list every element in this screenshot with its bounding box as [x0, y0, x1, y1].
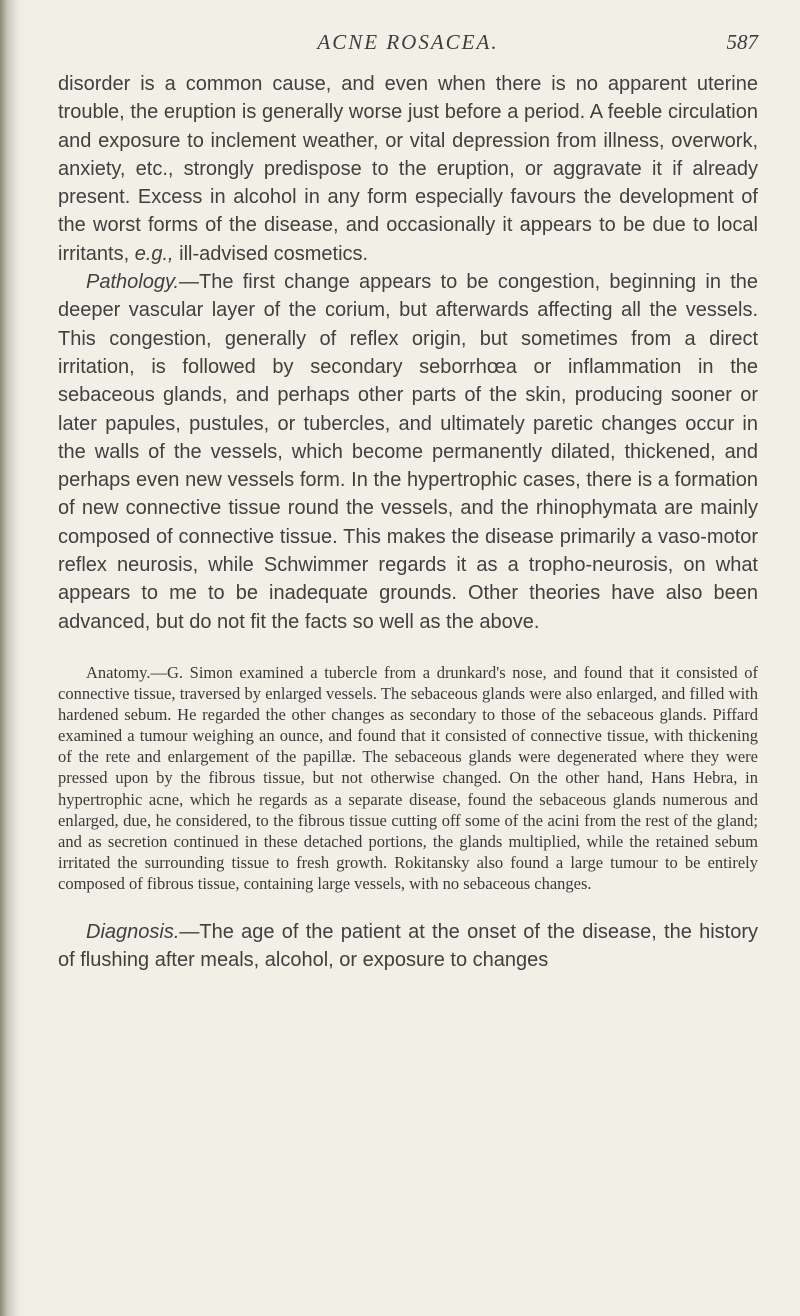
anatomy-block [58, 662, 758, 894]
page-number: 587 [726, 30, 758, 54]
diagnosis-heading: Diagnosis. [86, 920, 180, 943]
paragraph-text-end: ill-advised cosmetics. [173, 242, 369, 265]
anatomy-text: —G. Simon examined a tubercle from a drunkard's nose, and found that it consisted of connective tissue, traversed by enlarged vessels. The sebaceous glands were also enlarged, and filled with hardened sebum. He regarded the other changes as secondary to those of the sebaceous glands. Piffard examined a tumour weighing an ounce, and found that it consisted of connective tissue, with thickening of the rete and enlargement of the papillæ. The sebaceous glands were degenerated where they were pressed upon by the fibrous tissue, but not otherwise changed. On the other hand, Hans Hebra, in hypertrophic acne, which he regards as a separate disease, found the sebaceous glands numerous and enlarged, due, he considered, to the fibrous tissue cutting off some of the acini from the rest of the gland; and as secretion continued in these detached portions, the glands multiplied, while the retained sebum irritated the surrounding tissue to fresh growth. Rokitansky also found a large tumour to be entirely composed of fibrous tissue, containing large vessels, with no sebaceous changes. [58, 662, 758, 893]
pathology-text: —The first change appears to be congestion, beginning in the deeper vascular layer of the corium, but afterwards affecting all the vessels. This congestion, generally of reflex origin, but sometimes from a direct irritation, is followed by secondary seborrhœa or inflammation in the sebaceous glands, and perhaps other parts of the skin, producing sooner or later papules, pustules, or tubercles, and ultimately paretic changes occur in the walls of the vessels, which become permanently dilated, thickened, and perhaps even new vessels form. In the hypertrophic cases, there is a formation of new connective tissue round the vessels, and the rhinophymata are mainly composed of connective tissue. This makes the disease primarily a vaso-motor reflex neurosis, while Schwimmer regards it as a tropho-neurosis, on what appears to me to be inadequate grounds. Other theories have also been advanced, but do not fit the facts so well as the above. [58, 271, 758, 633]
body-text [58, 70, 758, 975]
diagnosis-block [58, 918, 758, 975]
pathology-heading: Pathology. [86, 271, 180, 294]
diagnosis-text: —The age of the patient at the onset of the disease, the history of flushing after meals, alcohol, or exposure to changes [58, 920, 758, 972]
paragraph-text: disorder is a common cause, and even when there is no apparent uterine trouble, the eruption is generally worse just before a period. A feeble circulation and exposure to inclement weather, or vital depression from illness, overwork, anxiety, etc., strongly predispose to the eruption, or aggravate it if already present. Excess in alcohol in any form especially favours the development of the worst forms of the disease, and occasionally it appears to be due to local irritants, [58, 73, 758, 265]
binding-shadow [0, 0, 22, 1316]
anatomy-heading: Anatomy. [86, 662, 151, 682]
paragraph-anatomy [58, 662, 758, 894]
eg-abbrev: e.g., [134, 242, 174, 265]
paragraph-pathology [58, 268, 758, 636]
paragraph-continuation [58, 70, 758, 268]
main-text-block [58, 70, 758, 636]
running-head [58, 30, 758, 60]
paragraph-diagnosis [58, 918, 758, 975]
running-title: ACNE ROSACEA. [317, 30, 499, 54]
